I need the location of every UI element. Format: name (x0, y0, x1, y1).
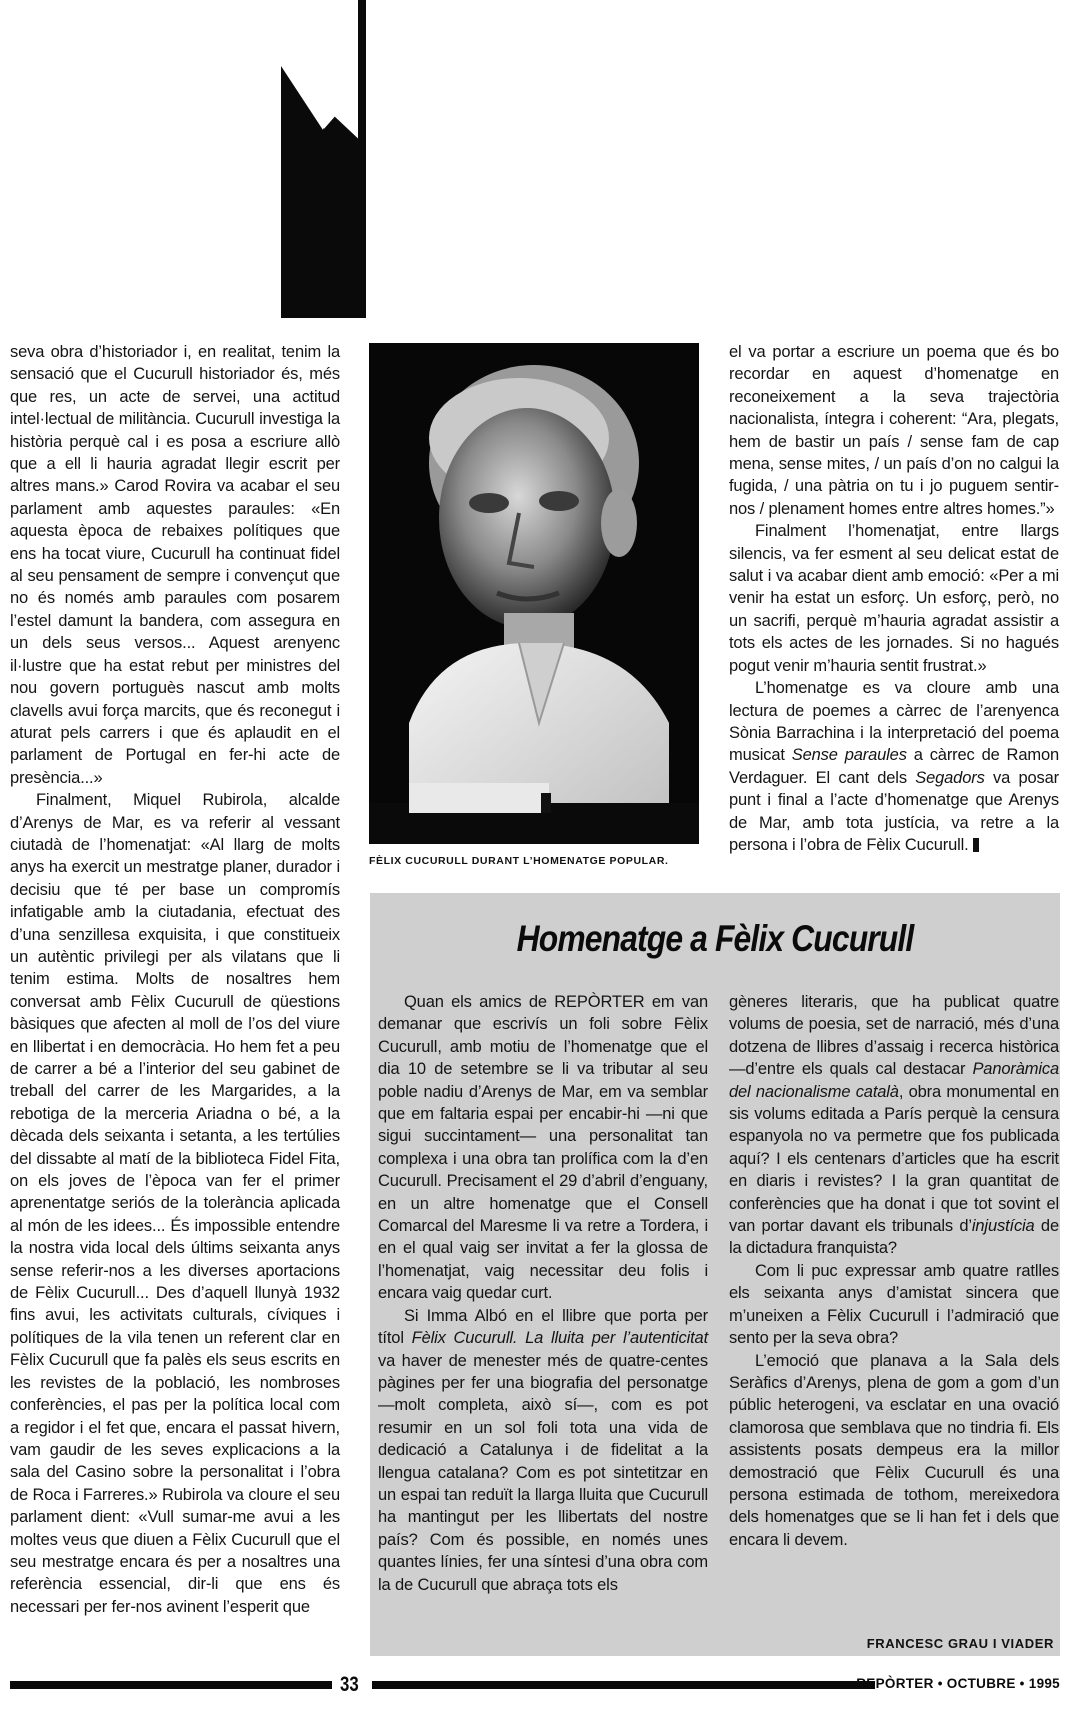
paragraph: Finalment l’homenatjat, entre llargs silencis, va fer esment al seu delicat estat de salut i va acabar dient amb emoció: «Per a mi venir ha estat un esforç. Un esforç, però, no un sacrifi, perquè m’hauria agradat assistir a tots els actes de les jornades. Si no hagués pogut venir m’hauria sentit frustrat.» (729, 522, 1059, 675)
paragraph: gèneres literaris, que ha publicat quatre volums de poesia, set de narració, més d’una dotzena de llibres d’assaig i recerca històrica —d’entre els quals cal destacar Panoràmica del nacionalisme català, obra monumental en sis volums editada a París perquè la censura espanyola no va permetre que fos publicada aquí? I els centenars d’articles que ha escrit en diaris i revistes? I la gran quantitat de conferències que ha donat i que tot sovint el van portar davant els tribunals d’injustícia de la dictadura franquista? (729, 993, 1060, 1258)
footer-rule-left (10, 1681, 332, 1689)
box-left-column (378, 991, 708, 1596)
paragraph: Finalment, Miquel Rubirola, alcalde d’Arenys de Mar, es va referir al vessant ciutadà de l’homenatjat: «Al llarg de molts anys ha exercit un mestratge planer, durador i decisiu que té per base un compromís infatigable amb la ciutadania, efectuat des d’una senzillesa exquisita, i que constitueix un autèntic privilegi per als vilatans que li tenim estima. Molts de nosaltres hem conversat amb Fèlix Cucurull de qüestions bàsiques que afecten al moll de l’os del viure en llibertat i en democràcia. Ho hem fet a peu de carrer a bé a l’interior del seu gabinet de treball del carrer de les Margarides, a la rebotiga de la merceria Ariadna o bé, a la dècada dels seixanta i setanta, a les tertúlies del dissabte al matí de la biblioteca Fidel Fita, on els joves de l’època van fer el primer aprenentatge seriós de la tolerància aplicada al món de les idees... És impossible entendre la nostra vida local dels últims seixanta anys sense referir-nos a les diverses aportacions de Fèlix Cucurull... Des d’aquell llunyà 1932 fins avui, les activitats culturals, cíviques i polítiques de la vila tenen un referent clar en Fèlix Cucurull que fa palès els seus escrits en les revistes de la població, les nombroses conferències, el pas per la política local com a regidor i el fet que, encara el passat hivern, vam gaudir de les seves explicacions a la sala del Casino sobre la personalitat i l’obra de Roca i Farreres.» Rubirola va cloure el seu parlament dient: «Vull sumar-me avui a les moltes veus que diuen a Fèlix Cucurull que el seu mestratge encara és per a nosaltres una referència essencial, dir-li que ens és necessari per fer-nos avinent l’esperit que (10, 791, 340, 1616)
portrait-photo (369, 343, 699, 844)
end-mark-icon (973, 838, 979, 852)
decorative-n-letter (0, 0, 400, 330)
paragraph: Quan els amics de REPÒRTER em van demanar que escrivís un foli sobre Fèlix Cucurull, amb motiu de l’homenatge que el dia 10 de setembre se li va tributar al seu poble nadiu d’Arenys de Mar, em va semblar que em faltaria espai per encabir-hi —ni que sigui succintament— una personalitat tan complexa i una obra tan prolífica com la d’en Cucurull. Precisament el 29 d’abril d’enguany, en un altre homenatge que el Consell Comarcal del Maresme li va retre a Tordera, i en el qual vaig ser invitat a fer la glossa de l’homenatjat, vaig necessitar deu folis i encara vaig quedar curt. (378, 993, 708, 1303)
article-left-column (10, 341, 340, 1618)
footer-rule-right (372, 1681, 875, 1689)
page-footer (10, 1673, 1060, 1697)
photo-caption: FÈLIX CUCURULL DURANT L’HOMENATGE POPULAR. (369, 855, 669, 867)
page-number: 33 (340, 1673, 359, 1696)
paragraph: seva obra d’historiador i, en realitat, tenim la sensació que el Cucurull historiador és, més que res, un acte de servei, una actitud intel·lectual de militància. Cucurull investiga la història perquè cal i es posa a escriure allò que a ell li hauria agradat llegir escrit per altres mans.» Carod Rovira va acabar el seu parlament amb aquestes paraules: «En aquesta època de rebaixes polítiques que ens ha tocat viure, Cucurull ha continuat fidel al seu pensament de sempre i convençut que no és només amb paraules com posarem l’estel damunt la bandera, com assegura en un dels seus versos... Aquest arenyenc il·lustre que ha estat rebut per ministres del nou govern portuguès nascut amb molts clavells avui força marcits, que és reconegut i aturat pels carrers i que és aplaudit en el parlament de Portugal en fer-hi acte de presència...» (10, 343, 340, 787)
author-signature: FRANCESC GRAU I VIADER (866, 1636, 1054, 1651)
paragraph: el va portar a escriure un poema que és bo recordar en aquest d’homenatge en reconeixement a la seva trajectòria nacionalista, íntegra i coherent: “Ara, plegats, hem de bastir un país / sense fam de cap mena, sense mites, / un país d’on no calgui la fugida, / una pàtria on tu i jo puguem sentir-nos / plenament homes entre altres homes.”» (729, 343, 1059, 518)
box-right-column (729, 991, 1059, 1551)
article-right-column (729, 341, 1059, 856)
paragraph: Si Imma Albó en el llibre que porta per títol Fèlix Cucurull. La lluita per l’autenticitat va haver de menester més de quatre-centes pàgines per fer una biografia del personatge —molt completa, això sí—, com es pot resumir en un sol foli tota una vida de dedicació a Catalunya i de fidelitat a la llengua catalana? Com es pot sintetitzar en un espai tan reduït la llarga lluita que Cucurull ha mantingut per les llibertats del nostre país? Com és possible, en només unes quantes línies, fer una síntesi d’una obra com la de Cucurull que abraça tots els (378, 1306, 708, 1594)
box-title: Homenatge a Fèlix Cucurull (516, 918, 914, 959)
paragraph: L’emoció que planava a la Sala dels Seràfics d’Arenys, plena de gom a gom d’un públic heterogeni, va esclatar en una ovació clamorosa que semblava que no tindria fi. Els assistents posats dempeus era la millor demostració que Fèlix Cucurull és una persona estimada de tothom, mereixedora dels homenatges que se li han fet i dels que encara li devem. (729, 1351, 1059, 1549)
paragraph: Com li puc expressar amb quatre ratlles els seixanta anys d’amistat sincera que m’uneixen a Fèlix Cucurull i l’admiració que sento per la seva obra? (729, 1261, 1059, 1348)
paragraph: L’homenatge es va cloure amb una lectura de poemes a càrrec de l’arenyenca Sònia Barrachina i la interpretació del poema musicat Sense paraules a càrrec de Ramon Verdaguer. El cant dels Segadors va posar punt i final a l’acte d’homenatge que Arenys de Mar, amb tota justícia, va retre a la persona i l’obra de Fèlix Cucurull. (729, 679, 1059, 854)
publication-label: REPÒRTER • OCTUBRE • 1995 (856, 1676, 1060, 1691)
